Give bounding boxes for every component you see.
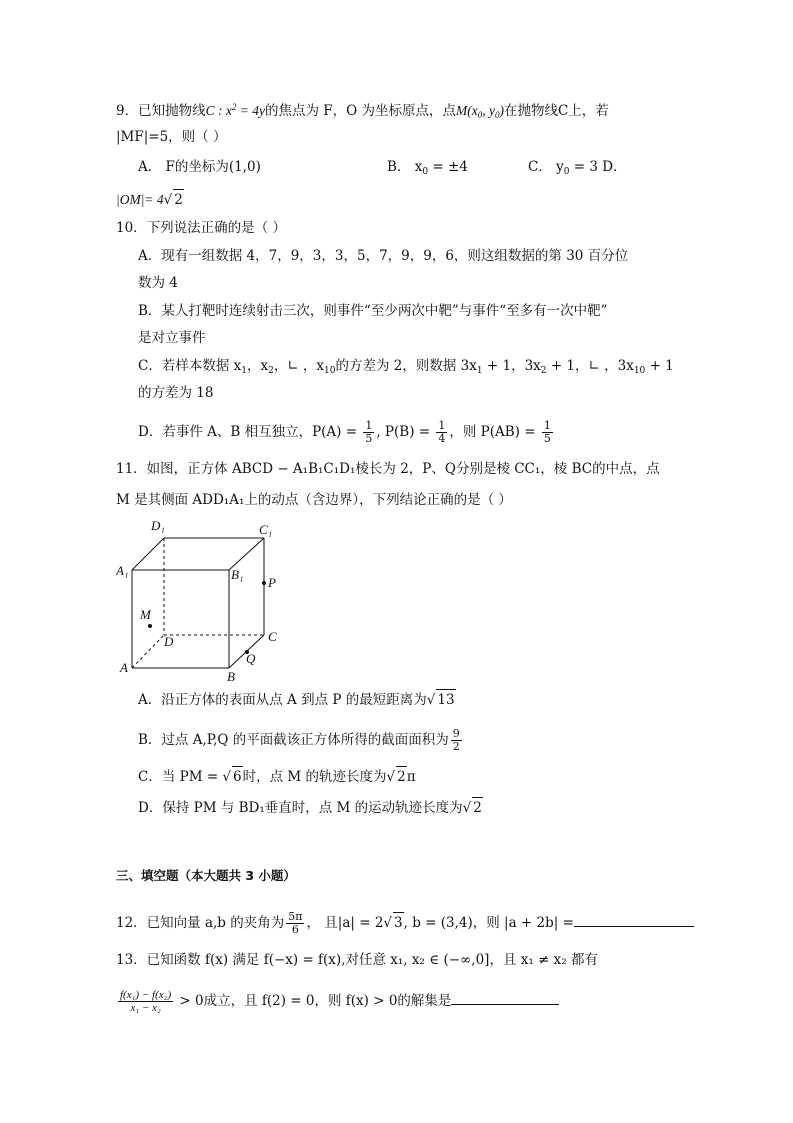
label-m: M [140, 607, 151, 622]
q10-option-b-line2: 是对立事件 [138, 330, 206, 346]
q12-line: 12．已知向量 a,b 的夹角为 $\frac{5\pi}{6}$ ， 且|a| = 2√ 3, b = (3,4)，则 |a + 2b| = [116, 911, 694, 936]
q11-option-c: C．当 PM = √ 6时，点 M 的轨迹长度为√ 2π [138, 766, 416, 787]
label-c1: C₁ [259, 522, 273, 537]
q12-answer-blank[interactable] [574, 926, 694, 927]
label-b: B [227, 669, 235, 684]
q9-option-c: C． $y_0 = 3$ D． [528, 159, 627, 177]
label-a1: A₁ [116, 563, 129, 578]
section-title: 三、填空题（本大题共 3 小题） [116, 868, 296, 883]
q9-option-b: B． $x_0 = \pm 4$ [387, 159, 468, 177]
q11-option-b: B．过点 A,P,Q 的平面截该正方体所得的截面面积为 $\frac{9}{2}$ [138, 727, 460, 753]
q10-stem: 10．下列说法正确的是（ ） [116, 220, 286, 236]
q11-option-d: D．保持 PM 与 BD₁垂直时，点 M 的运动轨迹长度为√ 2 [138, 797, 483, 818]
edge-ad-hidden [132, 635, 164, 668]
q11-option-a: A．沿正方体的表面从点 A 到点 P 的最短距离为√ 13 [138, 689, 456, 710]
label-b1: B₁ [231, 567, 244, 582]
q11-stem-line2: M 是其侧面 ADD₁A₁上的动点（含边界），下列结论正确的是（ ） [116, 492, 512, 508]
edge-a1d1 [132, 538, 164, 570]
label-p: P [268, 575, 276, 590]
q10-option-a-line2: 数为 4 [138, 275, 178, 291]
q11-stem-line1: 11．如图，正方体 ABCD − A₁B₁C₁D₁棱长为 2，P、Q分别是棱 CC₁，棱 BC的中点，点 [116, 461, 660, 477]
cube-figure [116, 515, 286, 685]
q9-condition: |MF|=5，则（ ） [116, 129, 227, 145]
q10-option-c-line1: C．若样本数据 $x_1$，$x_2$，∟ ，$x_{10}$的方差为 2，则数据 $3x_1 + 1$，$3x_2 + 1$，∟ ，$3x_{10} + 1$ [138, 358, 674, 376]
q10-option-a-line1: A．现有一组数据 4，7，9，3，3，5，7，9，9，6，则这组数据的第 30 百分位 [138, 248, 629, 264]
point-p [262, 581, 266, 585]
q13-answer-blank[interactable] [451, 1004, 559, 1005]
q10-option-c-line2: 的方差为 18 [138, 385, 214, 401]
edge-b1c1 [229, 538, 264, 570]
q13-line2: $\frac{\text{f(x₁) − f(x₂)}}{\text{x₁ − x₂}}$ > 0成立，且 f(2) = 0，则 f(x) > 0的解集是 [116, 989, 559, 1014]
q9-option-a: A． F的坐标为(1,0) [138, 159, 261, 175]
label-a: A [120, 660, 128, 675]
q13-line1: 13．已知函数 f(x) 满足 f(−x) = f(x),对任意 x₁, x₂ ∈ (−∞,0]，且 x₁ ≠ x₂ 都有 [116, 952, 598, 968]
label-c: C [268, 629, 277, 644]
q10-option-b-line1: B．某人打靶时连续射击三次，则事件“至少两次中靶”与事件“至多有一次中靶” [138, 303, 608, 319]
label-d: D [164, 634, 174, 649]
label-d1: D₁ [151, 518, 165, 533]
q10-option-d: D．若事件 A、B 相互独立，P(A) = $\frac{1}{5}$ , P(B) = $\frac{1}{4}$ ，则 P(AB) = $\frac{1}{5}$ [138, 419, 551, 445]
q9-line1: 9．已知抛物线C : $x^2 = 4y$的焦点为 F，O 为坐标原点，点$M(x_0$, $y_0$)在抛物线C上，若 [116, 102, 609, 120]
point-m [148, 624, 152, 628]
label-q: Q [246, 651, 256, 666]
q9-option-d: |OM|= 4√ 2 [116, 189, 184, 210]
